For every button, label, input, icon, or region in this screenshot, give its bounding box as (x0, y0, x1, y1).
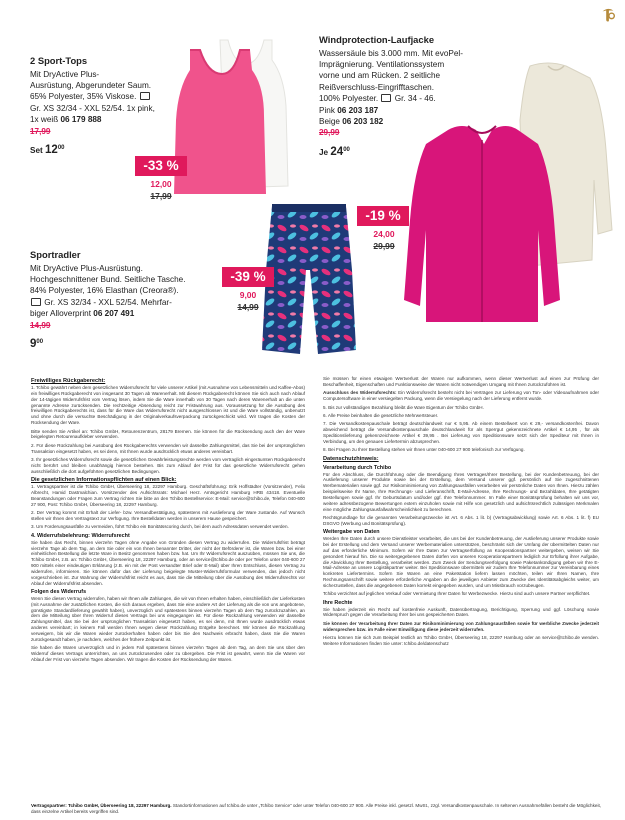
sport-tops-sizes: Gr. XS 32/34 - XXL 52/54. 1x pink, (30, 103, 155, 113)
laufjacke-new-price: 24,00 (373, 229, 395, 239)
sport-tops-new-price: 12,00 (150, 179, 172, 189)
legal-text: Ausschluss des Widerrufsrechts: Ein Widerrufsrecht besteht nicht bei Verträgen zur Lieferung von Ton- oder Videoaufnahmen oder Computersoftware in einer versiegelten Packung, wenn die Versiegelung nach der Lieferung entfernt wurde. (323, 390, 599, 402)
laufjacke-desc-4: Reißverschluss-Eingrifftaschen. (319, 82, 434, 92)
sport-tops-info (30, 55, 180, 156)
legal-text: 2. Für diese Rückzahlung bei Ausübung des Rückgaberechts verwenden wir dasselbe Zahlungsmittel, das Sie bei der ursprünglichen Transaktion eingesetzt haben, es sei denn, mit Ihnen wurde ausdrücklich etwas anderes vereinbart. (31, 442, 305, 454)
weitergabe-heading: Weitergabe von Daten (323, 529, 380, 536)
sport-tops-sku-line: 1x weiß 06 179 888 (30, 115, 102, 125)
legal-text: Rechtsgrundlage für die genannten Verarbeitungszwecke ist Art. 6 Abs. 1 lit. b) (Vertragsabwicklung) sowie Art. 6 Abs. 1 lit. f) EU DSGVO (Werbung und Bonitätsprüfung). (323, 515, 599, 526)
verarbeitung-heading: Verarbeitung durch Tchibo (323, 464, 392, 471)
folgen-heading: Folgen des Widerrufs (31, 589, 87, 596)
sport-tops-price: Set $12^{00}$ (30, 143, 65, 156)
sport-tops-old-price: 17,99 (30, 126, 51, 136)
sportradler-sku-line: biger Alloverprint 06 207 491 (30, 309, 135, 319)
legal-text: Bitte senden Sie Artikel an: Tchibo GmbH, Retourenzentrum, 28179 Bremen. Sie können für die Rücksendung auch den der Ware beigelegten Retourenaufkleber verwenden. (31, 428, 305, 440)
sportradler-discount-prices (215, 289, 281, 313)
sportradler-desc-2: Hochgeschnittener Bund. Seitliche Tasche. (30, 274, 186, 284)
sportradler-price: $9^{00}$ (30, 337, 44, 350)
sport-tops-strike-price: 17,99 (150, 191, 172, 201)
sportradler-discount-badge: -39 % (222, 267, 274, 287)
legal-text: Hierzu können Sie sich zum Beispiel textlich an Tchibo GmbH, Überseering 18, 22297 Hamburg oder an service@tchibo.de wenden. Weitere Informationen finden Sie unter: tchibo.de/datenschutz (323, 635, 599, 647)
laufjacke-strike-price: 29,99 (373, 241, 395, 251)
sportradler-strike-price: 14,99 (237, 302, 259, 312)
legal-text: 1. Tchibo gewährt neben dem gesetzlichen Widerrufsrecht für viele unserer Artikel (mit Ausnahme von Lebensmitteln und Kaffee-Abos) ein freiwilliges Rückgaberecht von insgesamt 30 Tagen ab Warenerhalt. Mit diesem Rückgaberecht können Sie sich auch nach Ablauf der 14-tägigen Widerrufsfrist vom Vertrag lösen, indem Sie die Ware innerhalb von 30 Tagen nach deren Warenerhalt an die unten genannte Adresse zurücksenden. Die rechtzeitige Absendung reicht zur Fristwahrung aus. Voraussetzung für die Ausübung des freiwilligen Rückgaberechts ist, dass für die Ware das Widerrufsrecht nicht ausgeschlossen ist und die Ware vollständig, unbenutzt und ohne durch die versuchte Beschädigung in der Originalverkaufsverpackung zurückgeschickt wird. Wir tragen die Kosten der Rücksendung der Ware. (31, 385, 305, 426)
rechte-heading: Ihre Rechte (323, 599, 353, 606)
laufjacke-beige-sku-line: Beige 06 203 182 (319, 116, 384, 126)
legal-left-column (31, 376, 305, 665)
legal-text: Sie haben das Recht, binnen vierzehn Tagen ohne Angabe von Gründen diesen Vertrag zu widerrufen. Die Widerrufsfrist beträgt vierzehn Tage ab dem Tag, an dem Sie oder ein von Ihnen benannter Dritter, der nicht der Beförderer ist, die Waren bzw. bei einer einheitlichen Bestellung die letzte Ware in Besitz genommen haben bzw. hat. Um Ihr Widerrufsrecht auszuüben, müssen Sie uns, die Tchibo GmbH, z.B. an: Tchibo GmbH, Überseering 18, 22297 Hamburg, oder an service@tchibo.de oder per Telefon unter 040-600 27 900 mittels einer eindeutigen Erklärung (z.B. ein mit der Post versandter Brief oder E-Mail) über Ihren Entschluss, diesen Vertrag zu widerrufen, informieren. Sie können dafür das der Lieferung beigelegte Muster-Widerrufsformular verwenden, das jedoch nicht vorgeschrieben ist. Zur Wahrung der Widerrufsfrist reicht es aus, dass Sie die Mitteilung über die Ausübung des Widerrufsrechts vor Ablauf der Widerrufsfrist absenden. (31, 539, 305, 586)
care-symbol-icon (31, 298, 41, 306)
legal-text: Wenn Sie diesen Vertrag widerrufen, haben wir Ihnen alle Zahlungen, die wir von Ihnen erhalten haben, einschließlich der Lieferkosten (mit Ausnahme der zusätzlichen Kosten, die sich daraus ergeben, dass Sie eine andere Art der Lieferung als die von uns angebotene, günstigste Standardlieferung gewählt haben), unverzüglich und spätestens binnen vierzehn Tagen ab dem Tag zurückzuzahlen, an dem die Mitteilung über Ihren Widerruf dieses Vertrags bei uns eingegangen ist. Für diese Rückzahlung verwenden wir dasselbe Zahlungsmittel, das Sie bei der ursprünglichen Transaktion eingesetzt haben, es sei denn, mit Ihnen wurde ausdrücklich etwas anderes vereinbart; in keinem Fall werden Ihnen wegen dieser Rückzahlung Entgelte berechnet. Wir können die Rückzahlung verweigern, bis wir die Waren wieder zurückerhalten haben oder bis Sie den Nachweis erbracht haben, dass Sie die Waren zurückgesandt haben, je nachdem, welches der frühere Zeitpunkt ist. (31, 595, 305, 642)
sportradler-sku: 06 207 491 (93, 309, 135, 319)
laufjacke-pink-sku: 06 203 187 (337, 105, 379, 115)
laufjacke-sizes: 100% Polyester. Gr. 34 - 46. (319, 94, 436, 104)
sport-tops-discount-badge: -33 % (135, 156, 187, 176)
info-heading: Die gesetzlichen Informationspflichten auf einen Blick: (31, 477, 177, 484)
footer-note: Vertragspartner: Tchibo GmbH, Überseering 18, 22297 Hamburg. Standortinformationen auf tchibo.de unter „Tchibo Service“ oder unter Telefon 040-600 27 900. Alle Preise inkl. gesetzl. MwSt., zzgl. Versandkostenpauschale. In seltenen Ausnahmefällen besteht die Möglichkeit, dass einzelne Artikel bereits vergriffen sind. (31, 803, 602, 814)
sportradler-desc-1: Mit DryActive Plus-Ausrüstung. (30, 263, 143, 273)
rueckgabe-heading: Freiwilliges Rückgaberecht: (31, 378, 106, 384)
legal-right-column (323, 376, 599, 649)
legal-text: Tchibo verzichtet auf jeglichen Verkauf oder Vermietung Ihrer Daten für Werbezwecke. Hierzu sind auch unsere Partner verpflichtet. (323, 591, 591, 597)
laufjacke-desc-1: Wassersäule bis 3.000 mm. Mit evoPel- (319, 48, 463, 58)
legal-text: 1. Vertragspartner ist die Tchibo GmbH, Überseering 18, 22297 Hamburg. Geschäftsführung: Erik Hoffstädter (Vorsitzender), Felix Albrecht, Hamid Dastmalchian. Vorsitzender des Aufsichtsrats: Michael Herz. Amtsgericht Hamburg HRB 43418. Eventuelle Beanstandungen oder Fragen zum Vertrag richten Sie bitte an den Tchibo Bestellservice: E-Mail: service@tchibo.de, Telefon 040-600 27 900, Post: Tchibo GmbH, Überseering 18, 22297 Hamburg. (31, 484, 305, 507)
care-symbol-icon (140, 92, 150, 100)
laufjacke-beige-sku: 06 203 182 (342, 116, 384, 126)
legal-text: 2. Der Vertrag kommt mit Erhalt der Liefer- bzw. Versandbestätigung, spätestens mit Auslieferung der Ware zustande. Auf Wunsch stellen wir Ihnen den Vertragstext zur Verfügung. Ihre Bestelldaten werden in unserem Hause gespeichert. (31, 510, 305, 521)
product-area (0, 0, 625, 370)
legal-text: Sie können der Verarbeitung Ihrer Daten zur Risikominimierung von Zahlungsausfällen sowie für werbliche Zwecke jederzeit widersprechen bzw. im Falle einer Einwilligung diese jederzeit widerrufen. (323, 620, 599, 632)
laufjacke-price: Je $24^{00}$ (319, 145, 350, 158)
legal-text: 5. Bis zur vollständigen Bezahlung bleibt die Ware Eigentum der Tchibo GmbH. (323, 404, 484, 410)
sportradler-desc-3: 84% Polyester, 16% Elasthan (Creora®). (30, 286, 179, 296)
laufjacke-old-price: 29,99 (319, 128, 340, 138)
laufjacke-desc-3: vorne und am Rücken. 2 seitliche (319, 71, 441, 81)
sportradler-title: Sportradler (30, 249, 81, 260)
sport-tops-desc-2: Ausrüstung, Abgerundeter Saum. (30, 80, 152, 90)
legal-text: 7. Die Versandkostenpauschale beträgt deutschlandweit nur € 5,95. Ab einem Bestellwert von € 29,- versandkostenfrei. Davon abweichend beträgt die Versandkostenpauschale deutschlandweit für als Sperrgut gekennzeichnete Artikel € 14,95 , für als Speditionslieferung gekennzeichnete Artikel € 39,95 . Bei Lieferung von Speditionsware setzt sich der Spediteur mit Ihnen in Verbindung, um den genauen Liefertermin abzusprechen. (323, 421, 599, 444)
legal-text: Sie müssen für einen etwaigen Wertverlust der Waren nur aufkommen, wenn dieser Wertverlust auf einen zur Prüfung der Beschaffenheit, Eigenschaften und Funktionsweise der Waren nicht notwendigen Umgang mit Ihnen zurückzuführen ist. (323, 376, 599, 387)
datenschutz-heading: Datenschutzhinweis: (323, 455, 379, 462)
laufjacke-discount-prices (351, 228, 417, 252)
widerruf-heading: 4. Widerrufsbelehrung: Widerrufsrecht (31, 532, 130, 539)
sport-tops-title: 2 Sport-Tops (30, 55, 88, 66)
legal-text: Für den Abschluss, die Durchführung oder die Beendigung Ihres Vertrages/Ihrer Bestellung, bei der Kundenbetreuung, bei der Auslieferung unserer Produkte sowie bei der Erstellung, dem Versand unserer ggf. persönlich auf Sie zugeschnittenen Werbematerialien sowie ggf. zur Risikominimierung von Zahlungsausfällen verarbeiten wir persönliche Daten von Ihnen. Hierzu zählen beispielsweise Ihr Name, Ihre Rechnungs- und Lieferanschrift, E-Mail-Adresse, Ihre Rechnungs- und Bezahldaten, Ihre getätigten Bestellungen sowie ggf. Ihr Geburtsdatum und/oder ggf. Ihre Telefonnummer. Im Falle einer Bonitätsprüfung behalten wir uns vor, weitere adressbezogene Bewertungen extern einzuholen sowie mit Hilfe von gesetzlich und aufsichtsrechtlich zulässigen Merkmalen eine mögliche Zahlungsausfallwahrscheinlichkeit zu berechnen. (323, 471, 599, 512)
legal-text: Sie haben jederzeit ein Recht auf kostenfreie Auskunft, Datenübertragung, Berichtigung, Sperrung und ggf. Löschung sowie Widerspruch gegen die Verarbeitung Ihrer bei uns gespeicherten Daten. (323, 606, 599, 618)
sportradler-info (30, 249, 230, 350)
legal-section (0, 376, 625, 820)
sport-tops-discount-prices (128, 178, 194, 202)
legal-text: 6. Alle Preise beinhalten die gesetzliche Mehrwertsteuer. (323, 413, 439, 418)
laufjacke-image (380, 60, 620, 360)
laufjacke-discount-badge: -19 % (357, 206, 409, 226)
laufjacke-title: Windprotection-Laufjacke (319, 34, 435, 45)
laufjacke-desc-2: Imprägnierung. Ventilationssystem (319, 59, 445, 69)
laufjacke-pink-sku-line: Pink 06 203 187 (319, 105, 379, 115)
sportradler-old-price: 14,99 (30, 320, 51, 330)
legal-text: 3. Um Forderungsausfälle zu vermeiden, führt Tchibo ein Bonitätsscoring durch, bei dem auch Adressdaten verwendet werden. (31, 524, 289, 530)
legal-text: Werden Ihre Daten durch unsere Dienstleister verarbeitet, die uns bei der Kundenbetreuung, der Auslieferung unserer Produkte sowie bei der Erstellung und dem Versand unserer Werbematerialien unterstützen, beschränkt sich der Umfang der übermittelten Daten nur auf das erforderliche Minimum. Sofern wir Ihre Daten zur Vertragserfüllung an Kooperationspartner weitergeben, weisen wir Sie gesondert hierauf hin. Die so weitergegebenen Daten dürfen von unseren Kooperationspartnern lediglich zur Erfüllung ihrer Aufgabe, die Abwicklung Ihrer Bestellung, verarbeitet werden. Zum Zweck der Sendungsverfolgung sowie Paketankündigung geben wir Ihre E-Mail-Adresse an unsere Logistikpartner weiter. Bei Speditionsware übermitteln wir zudem Ihre Telefonnummer zur Vereinbarung eines konkreten Liefertermins. Sofern Sie Waren an eine Paketstation liefern lassen möchten, teilen wir Ihren Namen, Ihre Rechnungsanschrift sowie weitere erforderliche Angaben an die jeweiligen Anbieter zum Zwecke des Identitätsabgleichs weiter, um sicherzustellen, dass die angegebenen Daten korrekt eingegeben wurden, und um Missbrauch vorzubeugen. (323, 536, 599, 588)
sport-tops-desc-1: Mit DryActive Plus- (30, 69, 100, 79)
legal-text: 3. Ihr gesetzliches Widerrufsrecht sowie die gesetzlichen Gewährleistungsrechte werden vom vertraglich eingeräumten Rückgaberecht nicht berührt und bleiben unabhängig hiervon bestehen. Bis zum Ablauf der Frist für das gesetzliche Widerrufsrecht gehen ausschließlich die dort aufgeführten gesetzlichen Bedingungen. (31, 457, 305, 474)
sportradler-new-price: 9,00 (239, 290, 257, 300)
legal-text: Sie haben die Waren unverzüglich und in jedem Fall spätestens binnen vierzehn Tagen ab dem Tag, an dem Sie uns über den Widerruf dieses Vertrags unterrichten, an uns zurückzusenden oder zu übergeben. Die Frist ist gewahrt, wenn Sie die Waren vor Ablauf der Frist von vierzehn Tagen absenden. Wir tragen die Kosten der Rücksendung der Waren. (31, 645, 305, 662)
legal-text: 8. Bei Fragen zu Ihrer Bestellung stehen wir Ihnen unter 040-600 27 900 telefonisch zur Verfügung. (323, 447, 525, 453)
sportradler-sizes: Gr. XS 32/34 - XXL 52/54. Mehrfar- (30, 297, 230, 308)
sport-tops-desc-3: 65% Polyester, 35% Viskose. (30, 91, 180, 102)
sport-tops-sku: 06 179 888 (60, 115, 102, 125)
